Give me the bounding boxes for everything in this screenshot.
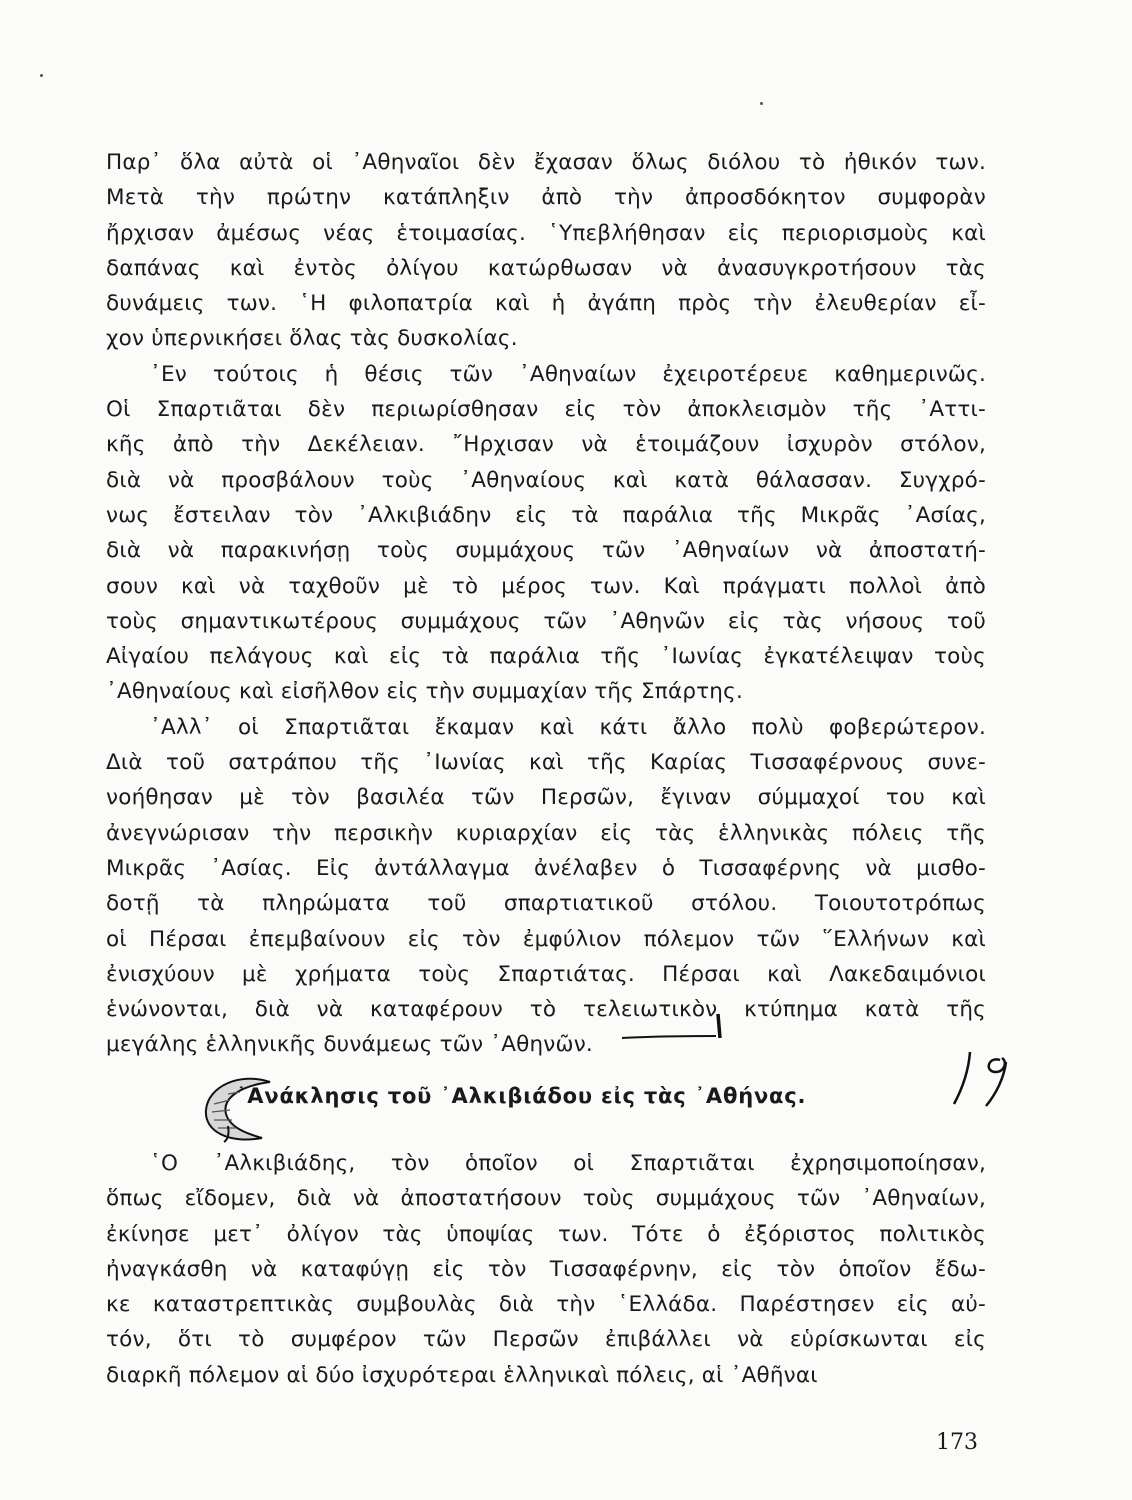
text-line: Διὰ τοῦ σατράπου τῆς ᾿Ιωνίας καὶ τῆς Καρίας Τισσαφέρνους συνε- (106, 750, 986, 776)
text-line: χον ὑπερνικήσει ὅλας τὰς δυσκολίας. (106, 326, 518, 352)
text-line: τοὺς σημαντικωτέρους συμμάχους τῶν ᾿Αθηνῶν εἰς τὰς νήσους τοῦ (106, 608, 986, 634)
section-heading-row (200, 1074, 1020, 1134)
text-line: ἠναγκάσθη νὰ καταφύγῃ εἰς τὸν Τισσαφέρνην, εἰς τὸν ὁποῖον ἔδω- (106, 1256, 986, 1282)
text-line: ὅπως εἴδομεν, διὰ νὰ ἀποστατήσουν τοὺς συμμάχους τῶν ᾿Αθηναίων, (106, 1186, 986, 1212)
text-line: δαπάνας καὶ ἐντὸς ὀλίγου κατώρθωσαν νὰ ἀνασυγκροτήσουν τὰς (106, 255, 986, 281)
text-line: δυνάμεις των. ῾Η φιλοπατρία καὶ ἡ ἀγάπη πρὸς τὴν ἐλευθερίαν εἶ- (106, 291, 986, 317)
text-line: ᾿Αλλ᾽ οἱ Σπαρτιᾶται ἔκαμαν καὶ κάτι ἄλλο πολὺ φοβερώτερον. (150, 714, 986, 740)
text-line: δοτῇ τὰ πληρώματα τοῦ σπαρτιατικοῦ στόλου. Τοιουτοτρόπως (106, 891, 986, 917)
text-line: ἑνώνονται, διὰ νὰ καταφέρουν τὸ τελειωτικὸν κτύπημα κατὰ τῆς (106, 997, 986, 1023)
text-line: Παρ᾽ ὅλα αὐτὰ οἱ ᾿Αθηναῖοι δὲν ἔχασαν ὅλως διόλου τὸ ἠθικόν των. (106, 150, 986, 175)
text-block-top (106, 145, 986, 1063)
text-line: Οἱ Σπαρτιᾶται δὲν περιωρίσθησαν εἰς τὸν ἀποκλεισμὸν τῆς ᾿Αττι- (106, 397, 986, 423)
text-line: ᾿Εν τούτοις ἡ θέσις τῶν ᾿Αθηναίων ἐχειροτέρευε καθημερινῶς. (150, 361, 986, 387)
handwritten-underline (620, 1012, 740, 1046)
text-line: Αἰγαίου πελάγους καὶ εἰς τὰ παράλια τῆς ᾿Ιωνίας ἐγκατέλειψαν τοὺς (106, 644, 986, 670)
paragraph (106, 710, 986, 1063)
scan-speck (40, 74, 43, 77)
text-line: ἐνισχύουν μὲ χρήματα τοὺς Σπαρτιάτας. Πέρσαι καὶ Λακεδαιμόνιοι (106, 961, 986, 987)
text-line: ῾Ο ᾿Αλκιβιάδης, τὸν ὁποῖον οἱ Σπαρτιᾶται ἐχρησιμοποίησαν, (150, 1151, 986, 1176)
text-line: ἤρχισαν ἀμέσως νέας ἑτοιμασίας. ῾Υπεβλήθησαν εἰς περιορισμοὺς καὶ (106, 220, 986, 246)
text-line: διὰ νὰ παρακινήσῃ τοὺς συμμάχους τῶν ᾿Αθηναίων νὰ ἀποστατή- (106, 538, 986, 564)
text-line: ἐκίνησε μετ᾽ ὀλίγον τὰς ὑποψίας των. Τότε ὁ ἐξόριστος πολιτικὸς (106, 1221, 986, 1247)
text-line: κῆς ἀπὸ τὴν Δεκέλειαν. ῎Ηρχισαν νὰ ἑτοιμάζουν ἰσχυρὸν στόλον, (106, 432, 986, 458)
text-line: μεγάλης ἑλληνικῆς δυνάμεως τῶν ᾿Αθηνῶν. (106, 1032, 593, 1058)
text-line: διαρκῆ πόλεμον αἱ δύο ἰσχυρότεραι ἑλληνικαὶ πόλεις, αἱ ᾿Αθῆναι (106, 1362, 818, 1388)
scan-speck (760, 102, 763, 105)
text-line: Μετὰ τὴν πρώτην κατάπληξιν ἀπὸ τὴν ἀπροσδόκητον συμφορὰν (106, 185, 986, 211)
paragraph (106, 357, 986, 710)
text-block-bottom (106, 1146, 986, 1393)
section-heading: ᾿Ανάκλησις τοῦ ᾿Αλκιβιάδου εἰς τὰς ᾿Αθήνας. (236, 1084, 807, 1108)
text-line: σουν καὶ νὰ ταχθοῦν μὲ τὸ μέρος των. Καὶ πράγματι πολλοὶ ἀπὸ (106, 573, 986, 599)
text-line: κε καταστρεπτικὰς συμβουλὰς διὰ τὴν ῾Ελλάδα. Παρέστησεν εἰς αὐ- (106, 1292, 986, 1318)
text-line: τόν, ὅτι τὸ συμφέρον τῶν Περσῶν ἐπιβάλλει νὰ εὑρίσκωνται εἰς (106, 1327, 986, 1353)
text-line: διὰ νὰ προσβάλουν τοὺς ᾿Αθηναίους καὶ κατὰ θάλασσαν. Συγχρό- (106, 467, 986, 493)
page-number: 173 (936, 1430, 978, 1455)
text-line: ἀνεγνώρισαν τὴν περσικὴν κυριαρχίαν εἰς τὰς ἑλληνικὰς πόλεις τῆς (106, 820, 986, 846)
paragraph (106, 145, 986, 357)
text-line: νως ἔστειλαν τὸν ᾿Αλκιβιάδην εἰς τὰ παράλια τῆς Μικρᾶς ᾿Ασίας, (106, 502, 986, 528)
text-line: νοήθησαν μὲ τὸν βασιλέα τῶν Περσῶν, ἔγιναν σύμμαχοί του καὶ (106, 785, 986, 811)
paragraph (106, 1146, 986, 1393)
text-line: ᾿Αθηναίους καὶ εἰσῆλθον εἰς τὴν συμμαχίαν τῆς Σπάρτης. (106, 679, 743, 705)
text-line: Μικρᾶς ᾿Ασίας. Εἰς ἀντάλλαγμα ἀνέλαβεν ὁ Τισσαφέρνης νὰ μισθο- (106, 855, 986, 881)
text-line: οἱ Πέρσαι ἐπεμβαίνουν εἰς τὸν ἐμφύλιον πόλεμον τῶν ῞Ελλήνων καὶ (106, 926, 986, 952)
handwritten-margin-note (948, 1048, 1018, 1112)
